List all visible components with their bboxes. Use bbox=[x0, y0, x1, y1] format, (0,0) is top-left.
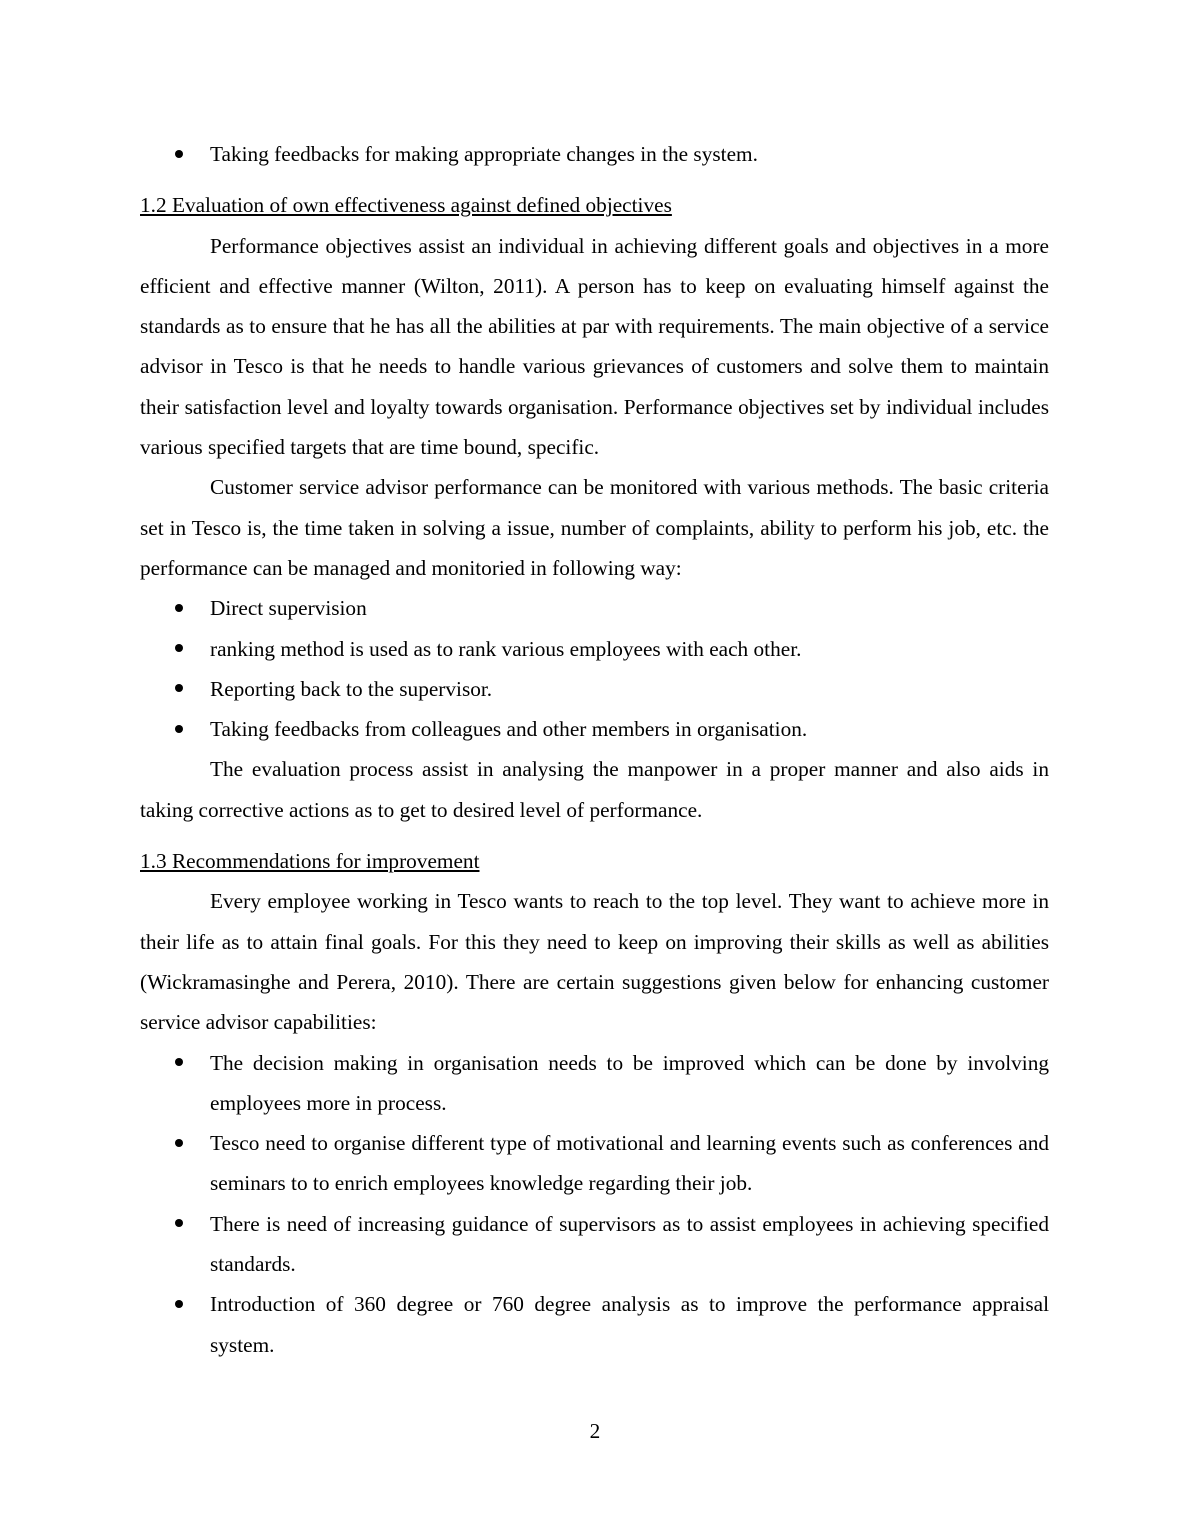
section-heading-1-2: 1.2 Evaluation of own effectiveness against defined objectives bbox=[140, 193, 672, 218]
list-item bbox=[140, 1123, 1049, 1204]
list-item bbox=[140, 1284, 1049, 1365]
monitoring-methods-list bbox=[140, 588, 1049, 749]
list-item-text: Tesco need to organise different type of motivational and learning events such as conferences and seminars to to enrich employees knowledge regarding their job. bbox=[210, 1131, 1049, 1196]
list-item-text: Direct supervision bbox=[210, 596, 367, 621]
list-item bbox=[140, 669, 1049, 709]
bullet-dot-icon bbox=[175, 684, 183, 692]
list-item bbox=[140, 709, 1049, 749]
bullet-dot-icon bbox=[175, 725, 183, 733]
list-item-text: ranking method is used as to rank various employees with each other. bbox=[210, 636, 802, 661]
list-item-text: There is need of increasing guidance of supervisors as to assist employees in achieving specified standards. bbox=[210, 1211, 1049, 1277]
bullet-dot-icon bbox=[175, 644, 183, 652]
list-item-text: Taking feedbacks for making appropriate changes in the system. bbox=[210, 142, 758, 166]
list-item bbox=[140, 134, 1049, 174]
page-number: 2 bbox=[589, 1419, 601, 1443]
paragraph: The evaluation process assist in analysing the manpower in a proper manner and also aids in taking corrective actions as to get to desired level of performance. bbox=[140, 757, 1049, 822]
list-item-text: Introduction of 360 degree or 760 degree analysis as to improve the performance appraisal system. bbox=[210, 1292, 1049, 1357]
document-page bbox=[140, 134, 1049, 1365]
paragraph: Every employee working in Tesco wants to reach to the top level. They want to achieve more in their life as to attain final goals. For this they need to keep on improving their skills as well as abilities (Wickramasinghe and Perera, 2010). There are certain suggestions given below for enhancing customer service advisor capabilities: bbox=[140, 889, 1049, 1035]
bullet-dot-icon bbox=[175, 604, 183, 612]
list-item bbox=[140, 629, 1049, 669]
list-item bbox=[140, 588, 1049, 628]
bullet-dot-icon bbox=[175, 1139, 183, 1147]
list-item bbox=[140, 1204, 1049, 1285]
list-item bbox=[140, 1043, 1049, 1124]
list-item-text: Reporting back to the supervisor. bbox=[210, 676, 493, 701]
section-heading-1-3: 1.3 Recommendations for improvement bbox=[140, 849, 480, 874]
paragraph: Customer service advisor performance can be monitored with various methods. The basic criteria set in Tesco is, the time taken in solving a issue, number of complaints, ability to perform his job, etc. the performance can be managed and monitoried in following way: bbox=[140, 475, 1049, 580]
top-bullet-list bbox=[140, 134, 1049, 174]
bullet-dot-icon bbox=[175, 1058, 183, 1066]
bullet-dot-icon bbox=[175, 1219, 183, 1227]
list-item-text: Taking feedbacks from colleagues and other members in organisation. bbox=[210, 717, 808, 742]
bullet-dot-icon bbox=[175, 1300, 183, 1308]
bullet-dot-icon bbox=[175, 150, 183, 158]
paragraph: Performance objectives assist an individual in achieving different goals and objectives in a more efficient and effective manner (Wilton, 2011). A person has to keep on evaluating himself against the standards as to ensure that he has all the abilities at par with requirements. The main objective of a service advisor in Tesco is that he needs to handle various grievances of customers and solve them to maintain their satisfaction level and loyalty towards organisation. Performance objectives set by individual includes various specified targets that are time bound, specific. bbox=[140, 233, 1049, 460]
list-item-text: The decision making in organisation needs to be improved which can be done by involving employees more in process. bbox=[210, 1050, 1049, 1115]
recommendations-list bbox=[140, 1043, 1049, 1365]
